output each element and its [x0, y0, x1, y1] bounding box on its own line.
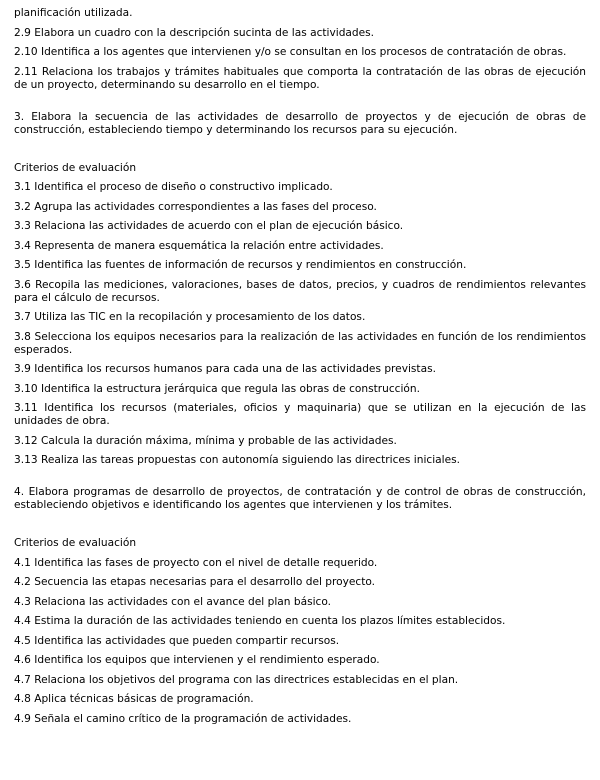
- criterion-4-4: 4.4 Estima la duración de las actividades teniendo en cuenta los plazos límites establecidos.: [14, 615, 506, 627]
- criterion-4-6: 4.6 Identifica los equipos que intervienen y el rendimiento esperado.: [14, 654, 380, 666]
- criteria-heading-3: Criterios de evaluación: [14, 161, 137, 174]
- criterion-3-9: 3.9 Identifica los recursos humanos para cada una de las actividades previstas.: [14, 363, 436, 375]
- criterion-3-5: 3.5 Identifica las fuentes de información de recursos y rendimientos en construcción.: [14, 259, 467, 271]
- criterion-4-1: 4.1 Identifica las fases de proyecto con el nivel de detalle requerido.: [14, 556, 378, 569]
- criterion-4-2: 4.2 Secuencia las etapas necesarias para el desarrollo del proyecto.: [14, 576, 376, 588]
- criterion-4-7: 4.7 Relaciona los objetivos del programa con las directrices establecidas en el plan.: [14, 673, 459, 686]
- ra3-criteria-list: [14, 181, 586, 467]
- criterion-4-5: 4.5 Identifica las actividades que pueden compartir recursos.: [14, 634, 340, 647]
- criterion-2-10: 2.10 Identifica a los agentes que intervienen y/o se consultan en los procesos de contratación de obras.: [14, 46, 567, 58]
- criterion-3-4: 3.4 Representa de manera esquemática la relación entre actividades.: [14, 239, 384, 252]
- criterion-3-1: 3.1 Identifica el proceso de diseño o constructivo implicado.: [14, 181, 333, 193]
- block1-list: [14, 27, 586, 92]
- criterion-3-11: 3.11 Identifica los recursos (materiales, oficios y maquinaria) que se utilizan en la ejecución de las unidades de obra.: [14, 402, 586, 427]
- intro-fragment: planificación utilizada.: [14, 7, 133, 19]
- criterion-4-3: 4.3 Relaciona las actividades con el avance del plan básico.: [14, 595, 332, 608]
- learning-outcome-4: 4. Elabora programas de desarrollo de proyectos, de contratación y de control de obras de construcción, estableciendo objetivos e identificando los agentes que intervienen y los trámites.: [14, 486, 586, 511]
- criterion-3-8: 3.8 Selecciona los equipos necesarios para la realización de las actividades en función de los rendimientos esperados.: [14, 330, 586, 356]
- criterion-3-2: 3.2 Agrupa las actividades correspondientes a las fases del proceso.: [14, 200, 377, 213]
- criterion-3-3: 3.3 Relaciona las actividades de acuerdo con el plan de ejecución básico.: [14, 220, 404, 232]
- criterion-4-8: 4.8 Aplica técnicas básicas de programación.: [14, 693, 254, 705]
- criterion-3-10: 3.10 Identifica la estructura jerárquica que regula las obras de construcción.: [14, 382, 420, 395]
- criterion-2-9: 2.9 Elabora un cuadro con la descripción sucinta de las actividades.: [14, 26, 375, 39]
- criterion-3-7: 3.7 Utiliza las TIC en la recopilación y procesamiento de los datos.: [14, 311, 366, 323]
- ra4-criteria-list: [14, 557, 586, 726]
- criterion-3-12: 3.12 Calcula la duración máxima, mínima y probable de las actividades.: [14, 434, 397, 447]
- criterion-2-11: 2.11 Relaciona los trabajos y trámites habituales que comporta la contratación de las obras de ejecución de un proyecto, determinando su desarrollo en el tiempo.: [14, 65, 586, 91]
- criteria-heading-4: Criterios de evaluación: [14, 537, 137, 549]
- criterion-4-9: 4.9 Señala el camino crítico de la programación de actividades.: [14, 712, 352, 725]
- learning-outcome-3: 3. Elabora la secuencia de las actividades de desarrollo de proyectos y de ejecución de obras de construcción, estableciendo tiempo y determinando los recursos para su ejecución.: [14, 110, 586, 136]
- criterion-3-13: 3.13 Realiza las tareas propuestas con autonomía siguiendo las directrices iniciales.: [14, 454, 461, 466]
- criterion-3-6: 3.6 Recopila las mediciones, valoraciones, bases de datos, precios, y cuadros de rendimientos relevantes para el cálculo de recursos.: [14, 278, 586, 304]
